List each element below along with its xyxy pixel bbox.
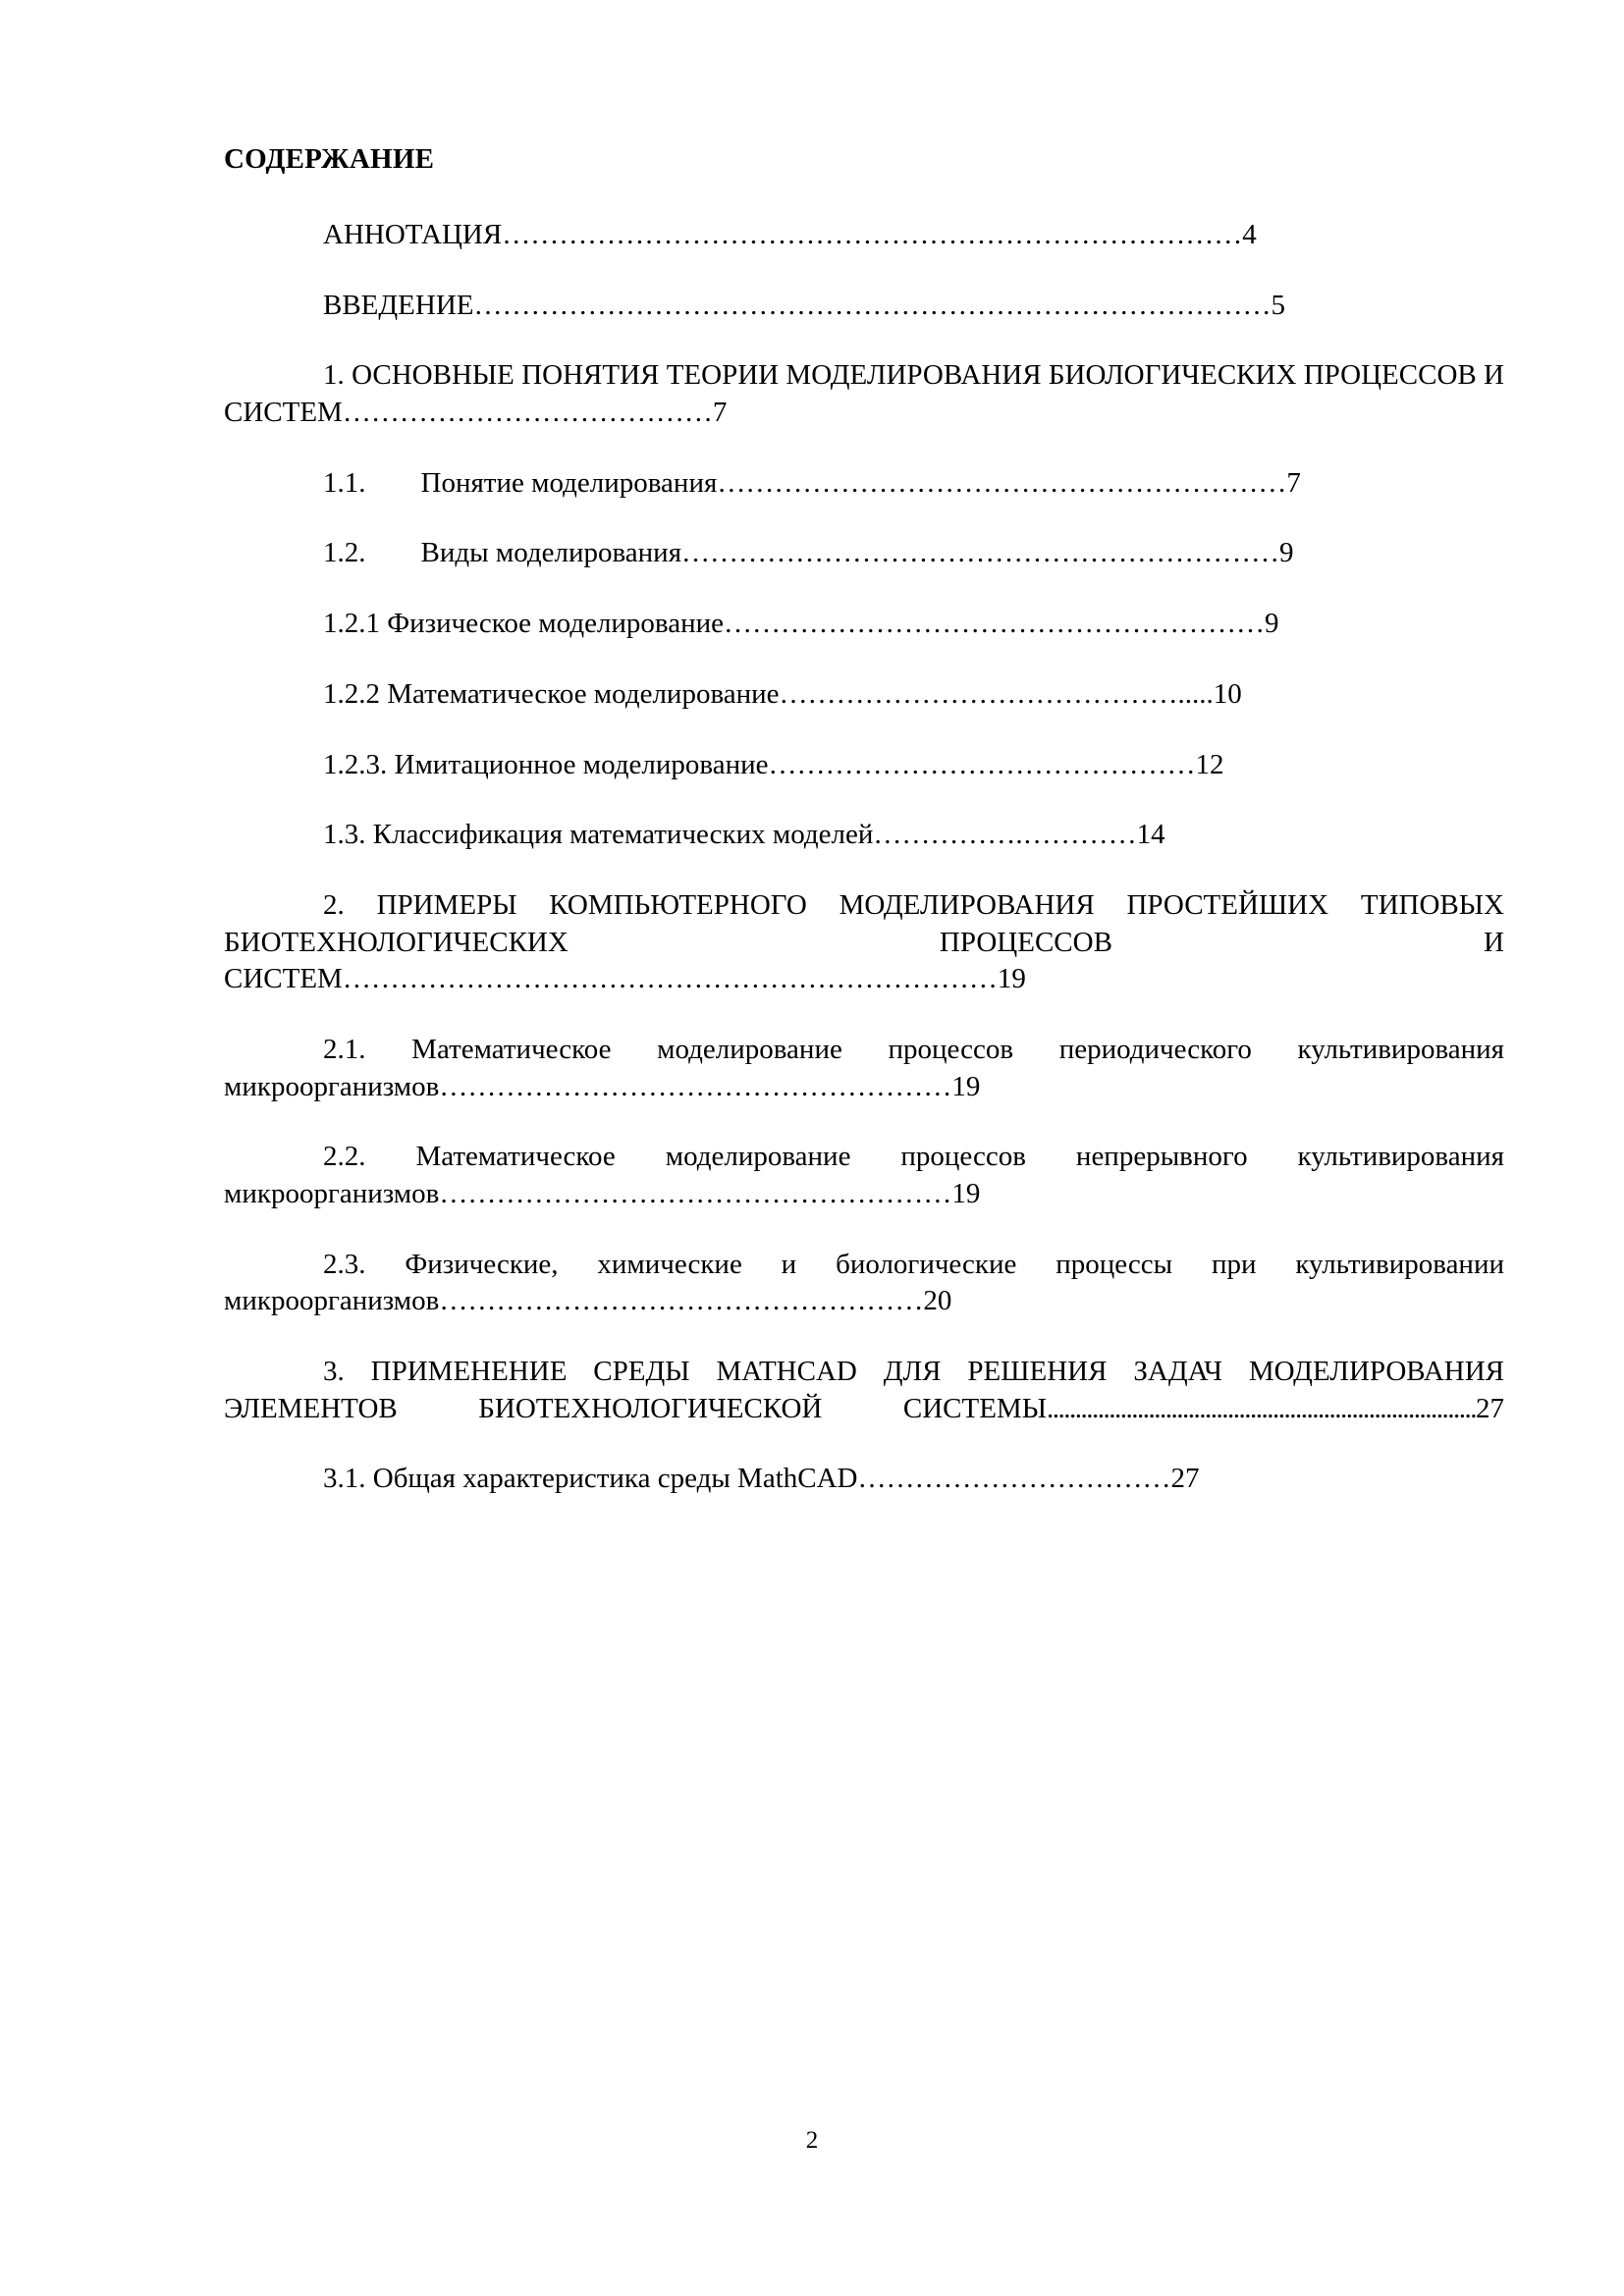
toc-leader-dots: ………………………………………………… <box>724 608 1266 640</box>
toc-leader-dots: ............................................................................ <box>1047 1392 1476 1424</box>
toc-entry-number: 3. <box>323 1356 345 1388</box>
toc-entry-label: Математическое моделирование процессов непрерывного культивирования микроорганизмов <box>224 1141 1504 1209</box>
toc-page-number: 19 <box>951 1070 981 1102</box>
toc-page-number: 12 <box>1195 748 1224 780</box>
toc-entry-section-1-2-3[interactable] <box>224 747 1504 784</box>
toc-entry-label: Виды моделирования <box>420 537 682 569</box>
toc-entry-section-1-2[interactable] <box>224 535 1504 572</box>
toc-entry-label: Математическое моделирование процессов периодического культивирования микроорганизмов <box>224 1033 1505 1102</box>
toc-entry-label: Имитационное моделирование <box>394 748 769 780</box>
toc-entry-label: Общая характеристика среды MathCAD <box>372 1463 858 1495</box>
toc-page-number: 5 <box>1271 289 1285 321</box>
toc-leader-dots: ……………………………………………… <box>439 1178 952 1209</box>
toc-content <box>224 145 1504 1531</box>
toc-entry-label: Понятие моделирования <box>420 466 718 499</box>
toc-page-number: 7 <box>712 397 728 429</box>
toc-entry-number: 1.1. <box>323 466 366 499</box>
toc-page-number: 9 <box>1279 537 1294 569</box>
toc-leader-dots: …………………………… <box>857 1463 1171 1495</box>
toc-entry-section-3-1[interactable] <box>224 1461 1504 1498</box>
toc-page-number: 27 <box>1170 1463 1200 1495</box>
toc-page-number: 7 <box>1286 466 1301 499</box>
toc-entry-section-1-1[interactable] <box>224 465 1504 503</box>
toc-entry-number: 1. <box>323 359 345 392</box>
toc-entry-number: 2. <box>323 888 345 921</box>
toc-leader-dots: …………………………………………………………… <box>342 963 998 995</box>
toc-entry-chapter-2[interactable] <box>224 887 1504 998</box>
toc-leader-dots: …………………………………………… <box>439 1285 924 1317</box>
toc-entry-number: 1.2.3. <box>323 748 388 780</box>
toc-entry-label: ВВЕДЕНИЕ <box>323 289 474 321</box>
toc-leader-dots: ……………………………………..... <box>779 677 1214 710</box>
toc-entry-section-1-2-2[interactable] <box>224 676 1504 714</box>
toc-entry-number: 3.1. <box>323 1463 366 1495</box>
toc-page-number: 19 <box>997 963 1026 995</box>
toc-entry-number: 1.3. <box>323 819 366 851</box>
toc-entry-label: Физическое моделирование <box>387 608 725 640</box>
toc-entry-section-1-3[interactable] <box>224 817 1504 854</box>
toc-leader-dots: …………………………………………………… <box>717 466 1287 499</box>
toc-entry-number: 1.2. <box>323 537 366 569</box>
toc-leader-dots: ………………………………………………………………………… <box>473 289 1272 321</box>
toc-entry-chapter-1[interactable] <box>224 357 1504 431</box>
toc-entry-number: 1.2.2 <box>323 677 380 710</box>
toc-entry-section-2-1[interactable] <box>224 1032 1504 1105</box>
toc-entry-section-2-2[interactable] <box>224 1139 1504 1212</box>
toc-page-number: 14 <box>1136 819 1165 851</box>
toc-page-number: 10 <box>1213 677 1242 710</box>
toc-leader-dots: ……………………………………… <box>768 748 1196 780</box>
toc-entry-label: Классификация математических моделей <box>372 819 874 851</box>
toc-entry-label: ПРИМЕРЫ КОМПЬЮТЕРНОГО МОДЕЛИРОВАНИЯ ПРОСТЕЙШИХ ТИПОВЫХ БИОТЕХНОЛОГИЧЕСКИХ ПРОЦЕССОВ И СИСТЕМ <box>224 888 1504 995</box>
toc-leader-dots: ………………………………… <box>342 397 713 429</box>
toc-entry-number: 2.3. <box>323 1248 366 1280</box>
toc-entry-introduction[interactable] <box>224 288 1504 325</box>
toc-entry-number: 2.1. <box>323 1033 366 1065</box>
toc-entry-section-1-2-1[interactable] <box>224 606 1504 643</box>
toc-entry-annotation[interactable] <box>224 217 1504 254</box>
toc-entry-label: Математическое моделирование <box>387 677 780 710</box>
toc-entry-label: Физические, химические и биологические процессы при культивировании микроорганизмов <box>224 1248 1504 1317</box>
page-title: СОДЕРЖАНИЕ <box>224 143 435 175</box>
page-footer <box>0 2128 1624 2153</box>
toc-leader-dots: ……………………………………………………… <box>681 537 1280 569</box>
toc-page-number: 27 <box>1476 1392 1504 1424</box>
toc-entry-label: ОСНОВНЫЕ ПОНЯТИЯ ТЕОРИИ МОДЕЛИРОВАНИЯ БИОЛОГИЧЕСКИХ ПРОЦЕССОВ И СИСТЕМ <box>224 359 1505 429</box>
toc-entry-number: 1.2.1 <box>323 608 380 640</box>
toc-leader-dots: …………………………………………………………………… <box>502 219 1243 250</box>
toc-page-number: 19 <box>951 1178 981 1209</box>
toc-page-number: 9 <box>1265 608 1279 640</box>
footer-page-number: 2 <box>805 2127 819 2154</box>
toc-entry-label: АННОТАЦИЯ <box>323 219 503 250</box>
toc-entry-number: 2.2. <box>323 1141 366 1173</box>
toc-entry-label: ПРИМЕНЕНИЕ СРЕДЫ MATHCAD ДЛЯ РЕШЕНИЯ ЗАДАЧ МОДЕЛИРОВАНИЯ ЭЛЕМЕНТОВ БИОТЕХНОЛОГИЧЕСКОЙ СИСТЕМЫ <box>224 1356 1504 1424</box>
toc-page-number: 4 <box>1242 219 1257 250</box>
toc-page-number: 20 <box>923 1285 952 1317</box>
toc-leader-dots: …………….………… <box>873 819 1137 851</box>
toc-entry-section-2-3[interactable] <box>224 1247 1504 1320</box>
toc-entry-chapter-3[interactable] <box>224 1354 1504 1427</box>
toc-leader-dots: ……………………………………………… <box>439 1070 952 1102</box>
